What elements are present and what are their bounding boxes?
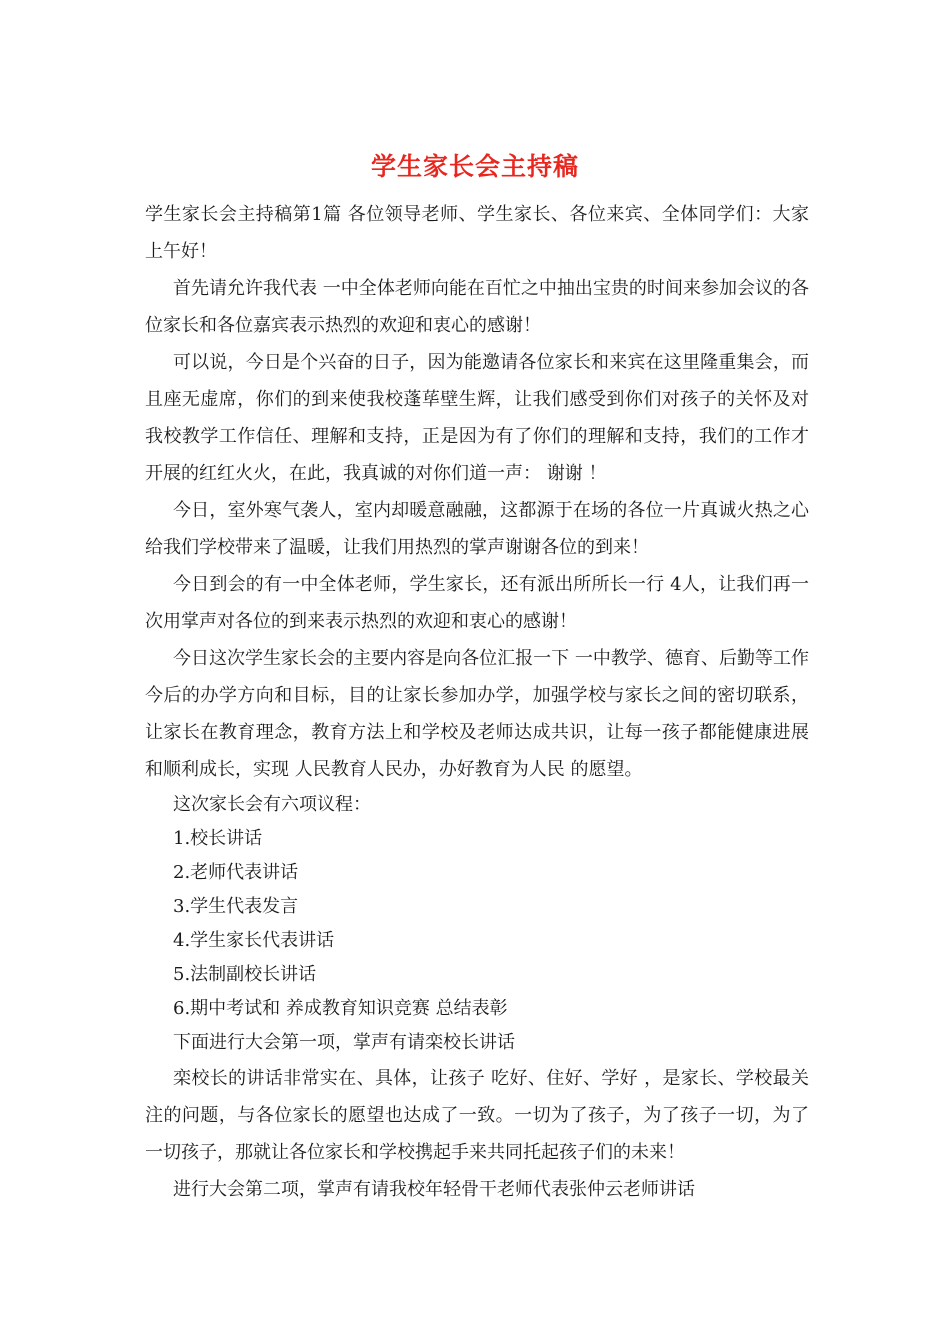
agenda-item-5: 5.法制副校长讲话 <box>173 964 317 985</box>
document-body <box>145 196 809 1208</box>
paragraph-1: 首先请允许我代表 一中全体老师向能在百忙之中抽出宝贵的时间来参加会议的各位家长和各位嘉宾表示热烈的欢迎和衷心的感谢！ <box>145 278 809 336</box>
agenda-item-6: 6.期中考试和 养成教育知识竞赛 总结表彰 <box>173 998 508 1019</box>
closing-paragraph-2: 栾校长的讲话非常实在、具体，让孩子 吃好、住好、学好 ，是家长、学校最关注的问题，与各位家长的愿望也达成了一致。一切为了孩子，为了孩子一切，为了一切孩子，那就让各位家长和学校携起手来共同托起孩子们的未来！ <box>145 1068 809 1163</box>
paragraph-2: 可以说，今日是个兴奋的日子，因为能邀请各位家长和来宾在这里隆重集会，而且座无虚席，你们的到来使我校蓬荜壁生辉，让我们感受到你们对孩子的关怀及对我校教学工作信任、理解和支持，正是因为有了你们的理解和支持，我们的工作才开展的红红火火，在此，我真诚的对你们道一声： 谢谢 ！ <box>145 352 809 484</box>
paragraph-3: 今日，室外寒气袭人，室内却暖意融融，这都源于在场的各位一片真诚火热之心给我们学校带来了温暖，让我们用热烈的掌声谢谢各位的到来！ <box>145 500 809 558</box>
closing-line-1: 下面进行大会第一项，掌声有请栾校长讲话 <box>173 1032 515 1053</box>
closing-line-3: 进行大会第二项，掌声有请我校年轻骨干老师代表张仲云老师讲话 <box>173 1179 695 1200</box>
agenda-intro: 这次家长会有六项议程： <box>173 794 371 815</box>
agenda-item-1: 1.校长讲话 <box>173 828 263 849</box>
agenda-item-4: 4.学生家长代表讲话 <box>173 930 335 951</box>
paragraph-5: 今日这次学生家长会的主要内容是向各位汇报一下 一中教学、德育、后勤等工作今后的办学方向和目标，目的让家长参加办学，加强学校与家长之间的密切联系，让家长在教育理念，教育方法上和学校及老师达成共识，让每一孩子都能健康进展和顺利成长，实现 人民教育人民办，办好教育为人民 的愿望。 <box>145 648 809 780</box>
agenda-item-2: 2.老师代表讲话 <box>173 862 299 883</box>
intro-paragraph: 学生家长会主持稿第1篇 各位领导老师、学生家长、各位来宾、全体同学们：大家上午好！ <box>145 204 809 262</box>
paragraph-4: 今日到会的有一中全体老师，学生家长，还有派出所所长一行 4人，让我们再一次用掌声对各位的到来表示热烈的欢迎和衷心的感谢！ <box>145 574 809 632</box>
agenda-item-3: 3.学生代表发言 <box>173 896 299 917</box>
document-title: 学生家长会主持稿 <box>370 152 579 181</box>
